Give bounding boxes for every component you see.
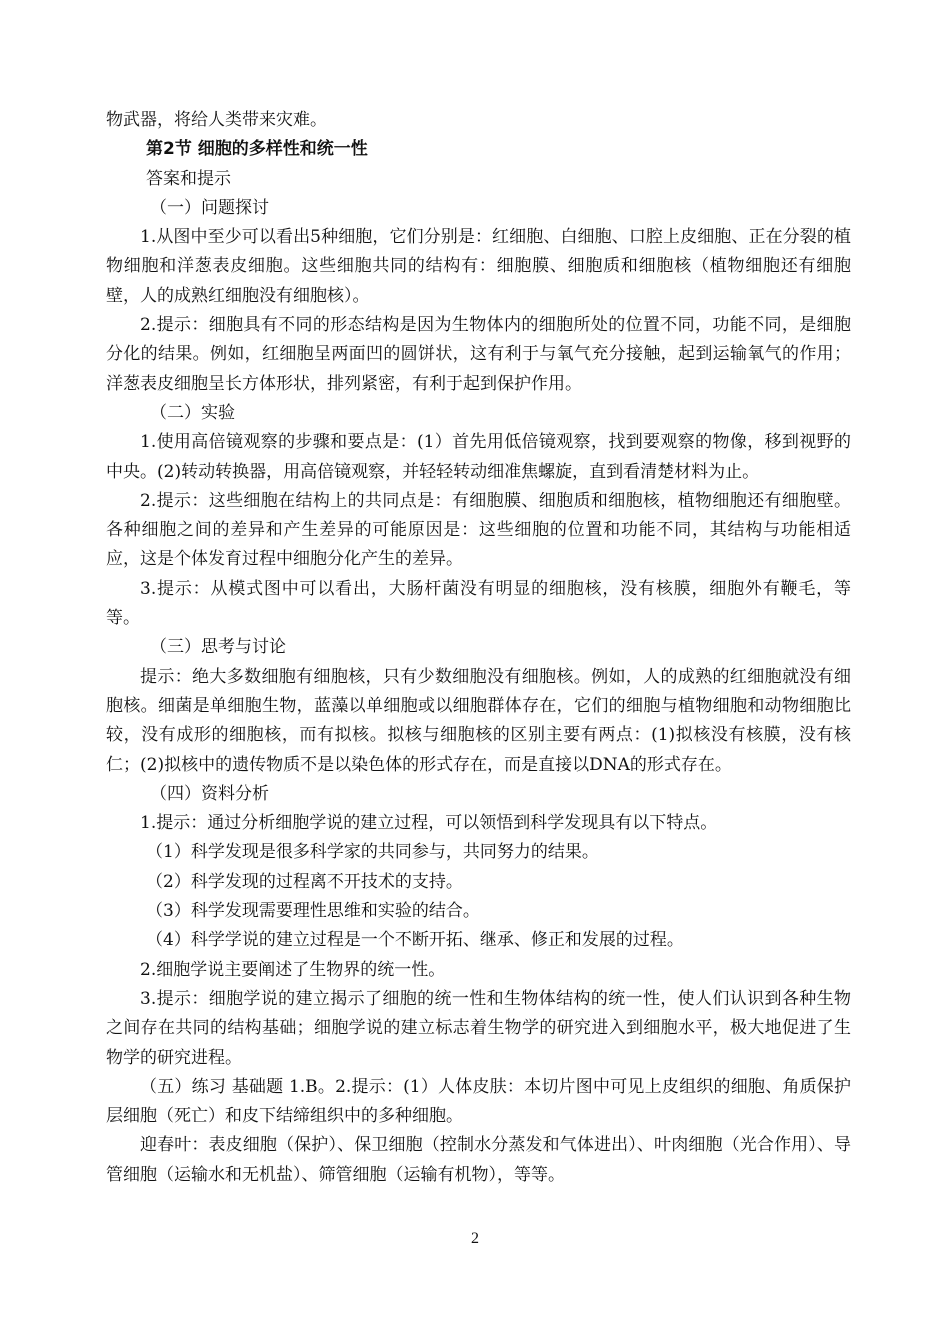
section-4-item-4: （4）科学学说的建立过程是一个不断开拓、继承、修正和发展的过程。 — [146, 930, 684, 951]
intro-text: 物武器，将给人类带来灾难。 — [106, 110, 327, 130]
section-4-item-3: （3）科学发现需要理性思维和实验的结合。 — [146, 901, 480, 922]
answers-heading: 答案和提示 — [146, 168, 231, 189]
section-3-heading: （三）思考与讨论 — [150, 637, 286, 658]
document-page — [106, 106, 851, 1190]
section-2-paragraph-3: 3.提示：从模式图中可以看出，大肠杆菌没有明显的细胞核，没有核膜，细胞外有鞭毛，等等。 — [106, 578, 851, 629]
section-4-item-2: （2）科学发现的过程离不开技术的支持。 — [146, 871, 463, 892]
section-5-paragraph-1: （五）练习 基础题 1.B。2.提示：(1）人体皮肤：本切片图中可见上皮组织的细胞、角质保护层细胞（死亡）和皮下结缔组织中的多种细胞。 — [106, 1076, 851, 1127]
section-2-paragraph-2: 2.提示：这些细胞在结构上的共同点是：有细胞膜、细胞质和细胞核，植物细胞还有细胞壁。各种细胞之间的差异和产生差异的可能原因是：这些细胞的位置和功能不同，其结构与功能相适应，这是个体发育过程中细胞分化产生的差异。 — [106, 490, 851, 570]
section-1-paragraph-2: 2.提示：细胞具有不同的形态结构是因为生物体内的细胞所处的位置不同，功能不同，是细胞分化的结果。例如，红细胞呈两面凹的圆饼状，这有利于与氧气充分接触，起到运输氧气的作用；洋葱表皮细胞呈长方体形状，排列紧密，有利于起到保护作用。 — [106, 315, 851, 394]
section-1-paragraph-1: 1.从图中至少可以看出5种细胞，它们分别是：红细胞、白细胞、口腔上皮细胞、正在分裂的植物细胞和洋葱表皮细胞。这些细胞共同的结构有：细胞膜、细胞质和细胞核（植物细胞还有细胞壁，人的成熟红细胞没有细胞核）。 — [106, 227, 851, 306]
section-4-paragraph-3: 3.提示：细胞学说的建立揭示了细胞的统一性和生物体结构的统一性，使人们认识到各种生物之间存在共同的结构基础；细胞学说的建立标志着生物学的研究进入到细胞水平，极大地促进了生物学的研究进程。 — [106, 988, 851, 1068]
section-2-paragraph-1: 1.使用高倍镜观察的步骤和要点是：(1）首先用低倍镜观察，找到要观察的物像，移到视野的中央。(2)转动转换器，用高倍镜观察，并轻轻转动细准焦螺旋，直到看清楚材料为止。 — [106, 432, 851, 482]
section-1-heading: （一）问题探讨 — [150, 197, 269, 218]
section-4-heading: （四）资料分析 — [150, 783, 269, 804]
section-4-paragraph-1: 1.提示：通过分析细胞学说的建立过程，可以领悟到科学发现具有以下特点。 — [140, 813, 718, 834]
section-3-paragraph-1: 提示：绝大多数细胞有细胞核，只有少数细胞没有细胞核。例如，人的成熟的红细胞就没有细胞核。细菌是单细胞生物，蓝藻以单细胞或以细胞群体存在，它们的细胞与植物细胞和动物细胞比较，没有成形的细胞核，而有拟核。拟核与细胞核的区别主要有两点：(1)拟核没有核膜，没有核仁；(2)拟核中的遗传物质不是以染色体的形式存在，而是直接以DNA的形式存在。 — [106, 666, 851, 775]
section-title: 第2节 细胞的多样性和统一性 — [146, 139, 368, 160]
section-2-heading: （二）实验 — [150, 402, 235, 423]
section-5-paragraph-2: 迎春叶：表皮细胞（保护）、保卫细胞（控制水分蒸发和气体进出）、叶肉细胞（光合作用）、导管细胞（运输水和无机盐）、筛管细胞（运输有机物），等等。 — [106, 1135, 851, 1185]
section-4-paragraph-2: 2.细胞学说主要阐述了生物界的统一性。 — [140, 959, 446, 980]
page-number: 2 — [471, 1230, 479, 1247]
section-4-item-1: （1）科学发现是很多科学家的共同参与，共同努力的结果。 — [146, 842, 599, 863]
